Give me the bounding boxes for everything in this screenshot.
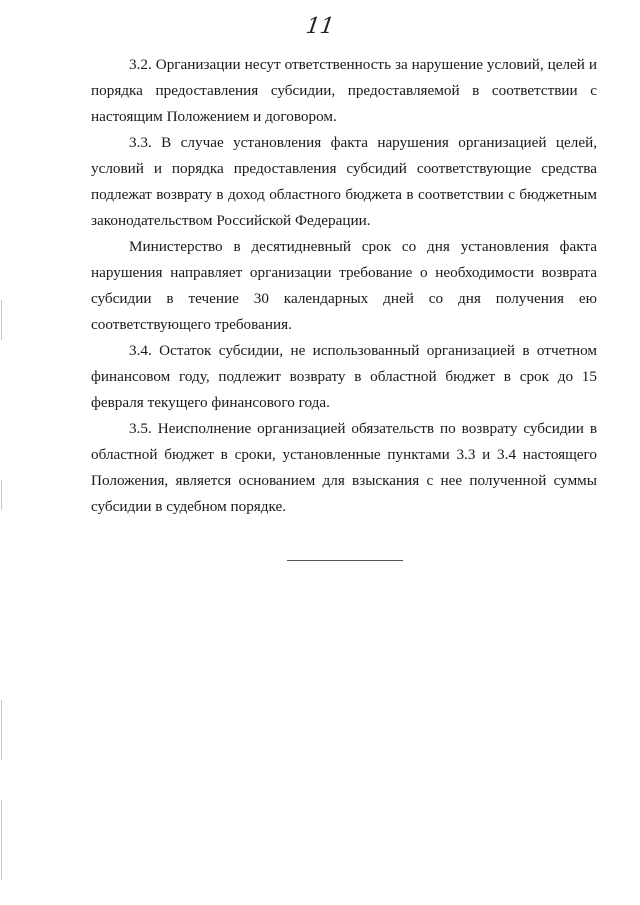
document-body xyxy=(91,52,597,520)
end-divider-line xyxy=(287,560,403,561)
paragraph-3-5: 3.5. Неисполнение организацией обязательств по возврату субсидии в областной бюджет в сроки, установленные пунктами 3.3 и 3.4 настоящего Положения, является основанием для взыскания с нее полученной суммы субсидии в судебном порядке. xyxy=(91,420,597,515)
paragraph-3-2: 3.2. Организации несут ответственность за нарушение условий, целей и порядка предоставления субсидии, предоставляемой в соответствии с настоящим Положением и договором. xyxy=(91,56,597,125)
page-number: 11 xyxy=(304,14,336,39)
paragraph-ministry: Министерство в десятидневный срок со дня установления факта нарушения направляет организации требование о необходимости возврата субсидии в течение 30 календарных дней со дня получения ею соответствующего требования. xyxy=(91,238,597,333)
scan-edge-marks xyxy=(0,0,4,905)
paragraph-3-4: 3.4. Остаток субсидии, не использованный организацией в отчетном финансовом году, подлежит возврату в областной бюджет в срок до 15 февраля текущего финансового года. xyxy=(91,342,597,411)
paragraph-3-3: 3.3. В случае установления факта нарушения организацией целей, условий и порядка предоставления субсидий соответствующие средства подлежат возврату в доход областного бюджета в соответствии с бюджетным законодательством Российской Федерации. xyxy=(91,134,597,229)
